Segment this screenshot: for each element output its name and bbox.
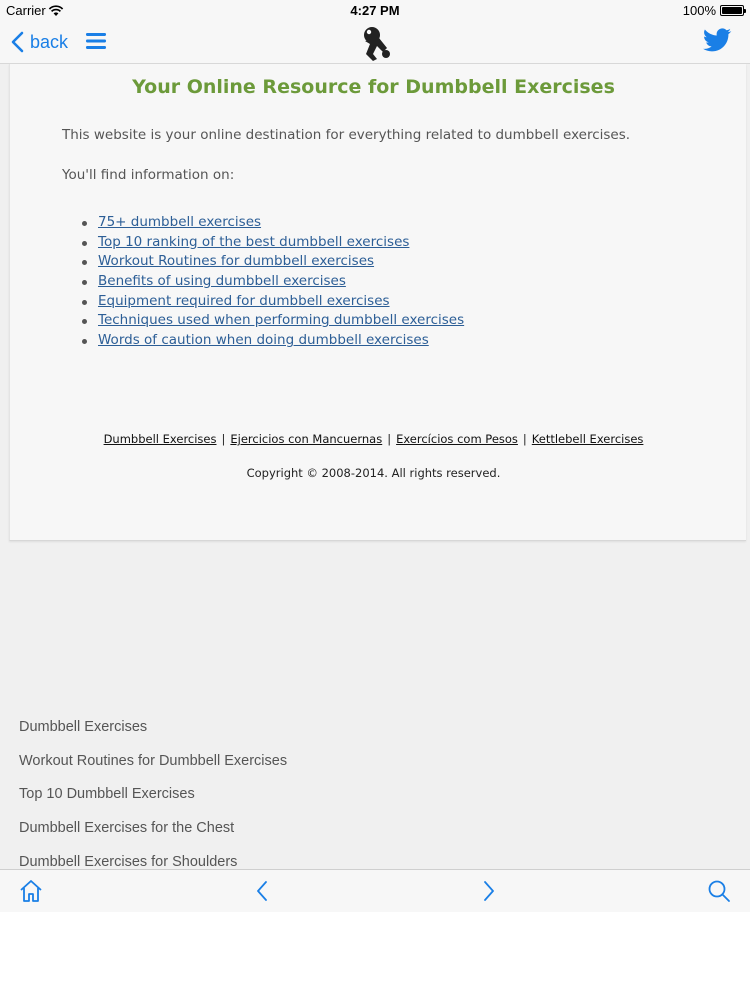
menu-icon[interactable] bbox=[85, 31, 107, 51]
topic-link-techniques[interactable]: Techniques used when performing dumbbell exercises bbox=[98, 312, 465, 329]
topic-link-routines[interactable]: Workout Routines for dumbbell exercises bbox=[98, 253, 375, 270]
page-title: Your Online Resource for Dumbbell Exercises bbox=[132, 76, 615, 98]
footer-separator: | bbox=[387, 432, 392, 446]
chevron-left-icon bbox=[10, 31, 24, 53]
footer-link-spanish[interactable]: Ejercicios con Mancuernas bbox=[230, 432, 383, 446]
side-link-top10[interactable]: Top 10 Dumbbell Exercises bbox=[19, 786, 195, 803]
list-item bbox=[80, 233, 464, 253]
list-item bbox=[80, 272, 464, 292]
list-item bbox=[80, 331, 464, 351]
content-card bbox=[9, 64, 746, 541]
chevron-left-icon[interactable] bbox=[250, 878, 276, 904]
intro-text: This website is your online destination for everything related to dumbbell exercises. bbox=[62, 127, 631, 143]
footer-separator: | bbox=[221, 432, 226, 446]
topic-list bbox=[80, 213, 464, 351]
find-info-text: You'll find information on: bbox=[62, 167, 235, 183]
back-label: back bbox=[30, 31, 69, 52]
topic-link-top10[interactable]: Top 10 ranking of the best dumbbell exercises bbox=[98, 233, 410, 250]
home-icon[interactable] bbox=[18, 878, 44, 904]
nav-bar bbox=[0, 22, 750, 64]
bottom-toolbar bbox=[0, 869, 750, 912]
side-link-dumbbell-exercises[interactable]: Dumbbell Exercises bbox=[19, 719, 148, 735]
footer-link-portuguese[interactable]: Exercícios com Pesos bbox=[396, 432, 518, 446]
status-bar bbox=[0, 0, 750, 22]
list-item bbox=[80, 292, 464, 312]
list-item bbox=[80, 213, 464, 233]
side-link-shoulders[interactable]: Dumbbell Exercises for Shoulders bbox=[19, 853, 238, 869]
side-link-workout-routines[interactable]: Workout Routines for Dumbbell Exercises bbox=[19, 752, 288, 769]
battery-percent: 100% bbox=[682, 3, 716, 18]
back-button[interactable] bbox=[10, 28, 68, 56]
topic-link-caution[interactable]: Words of caution when doing dumbbell exercises bbox=[98, 332, 429, 349]
topic-link-benefits[interactable]: Benefits of using dumbbell exercises bbox=[98, 273, 346, 290]
list-item bbox=[80, 252, 464, 272]
footer-link-dumbbell[interactable]: Dumbbell Exercises bbox=[103, 432, 217, 446]
footer-link-kettlebell[interactable]: Kettlebell Exercises bbox=[531, 432, 644, 446]
footer-links bbox=[10, 432, 737, 446]
side-link-chest[interactable]: Dumbbell Exercises for the Chest bbox=[19, 820, 235, 837]
topic-link-equipment[interactable]: Equipment required for dumbbell exercises bbox=[98, 292, 390, 309]
dumbbell-logo-icon bbox=[357, 24, 393, 62]
clock: 4:27 PM bbox=[350, 3, 400, 18]
chevron-right-icon[interactable] bbox=[475, 878, 501, 904]
web-content[interactable] bbox=[0, 64, 750, 869]
twitter-icon[interactable] bbox=[702, 28, 732, 54]
list-item bbox=[80, 311, 464, 331]
search-icon[interactable] bbox=[706, 878, 732, 904]
copyright-text: Copyright © 2008-2014. All rights reserved. bbox=[246, 466, 501, 480]
carrier-label: Carrier bbox=[6, 3, 46, 18]
battery-icon bbox=[720, 5, 744, 16]
footer-separator: | bbox=[522, 432, 527, 446]
topic-link-exercises[interactable]: 75+ dumbbell exercises bbox=[98, 214, 262, 230]
side-link-list bbox=[19, 715, 287, 869]
